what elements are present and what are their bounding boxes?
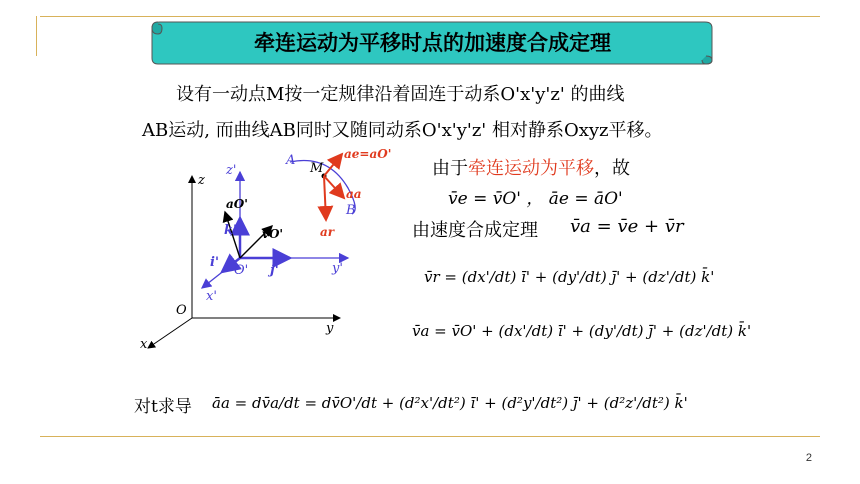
velocity-theorem-label: 由速度合成定理 (412, 220, 538, 241)
statement-suffix: ，故 (594, 158, 630, 179)
label-B: B (346, 203, 356, 218)
label-M: M (310, 161, 324, 176)
page-number: 2 (805, 452, 812, 464)
ae-vector (324, 154, 342, 176)
label-z: z (198, 173, 205, 188)
label-O: O (176, 303, 187, 318)
derive-label: 对t求导 (134, 397, 192, 417)
label-y-prime: y' (332, 261, 343, 276)
intro-line-2: AB运动, 而曲线AB同时又随同动系O'x'y'z' 相对静系Oxyz平移。 (142, 120, 663, 141)
label-aa: aa (346, 187, 362, 201)
statement-prefix: 由于 (432, 158, 468, 179)
page-title: 牵连运动为平移时点的加速度合成定理 (254, 31, 611, 55)
label-i-prime: i' (210, 255, 219, 270)
label-ar: ar (320, 225, 335, 239)
label-x: x (140, 337, 148, 352)
intro-line-1: 设有一动点M按一定规律沿着固连于动系O'x'y'z' 的曲线 (176, 84, 625, 105)
aa-vector (324, 176, 344, 198)
x-axis (148, 318, 192, 348)
bottom-rule (40, 436, 820, 437)
label-ae: ae=aO' (344, 148, 392, 161)
label-x-prime: x' (206, 289, 217, 304)
statement-line (432, 154, 630, 180)
ar-vector (324, 176, 326, 220)
va-equation: v̄a = v̄O' + (dx'/dt) ī' + (dy'/dt) j̄' + (dz'/dt) k̄' (412, 322, 752, 340)
label-j-prime: j' (270, 263, 279, 278)
ve-equation: v̄e = v̄O' ， āe = āO' (448, 189, 623, 209)
vr-equation: v̄r = (dx'/dt) ī' + (dy'/dt) j̄' + (dz'/dt) k̄' (424, 268, 715, 286)
label-aO: aO' (226, 197, 248, 211)
label-k-prime: k' (224, 223, 237, 238)
label-A: A (286, 153, 296, 168)
velocity-theorem-formula: v̄a = v̄e + v̄r (570, 216, 684, 237)
label-vO: vO' (262, 227, 284, 241)
label-O-prime: O' (234, 263, 249, 278)
left-rule (36, 16, 37, 56)
aa-equation: āa = dv̄a/dt = dv̄O'/dt + (d²x'/dt²) ī' + (d²y'/dt²) j̄' + (d²z'/dt²) k̄' (212, 394, 688, 412)
label-z-prime: z' (226, 163, 237, 178)
statement-highlight: 牵连运动为平移 (468, 158, 594, 179)
motion-diagram (130, 148, 530, 378)
label-y: y (326, 321, 334, 336)
